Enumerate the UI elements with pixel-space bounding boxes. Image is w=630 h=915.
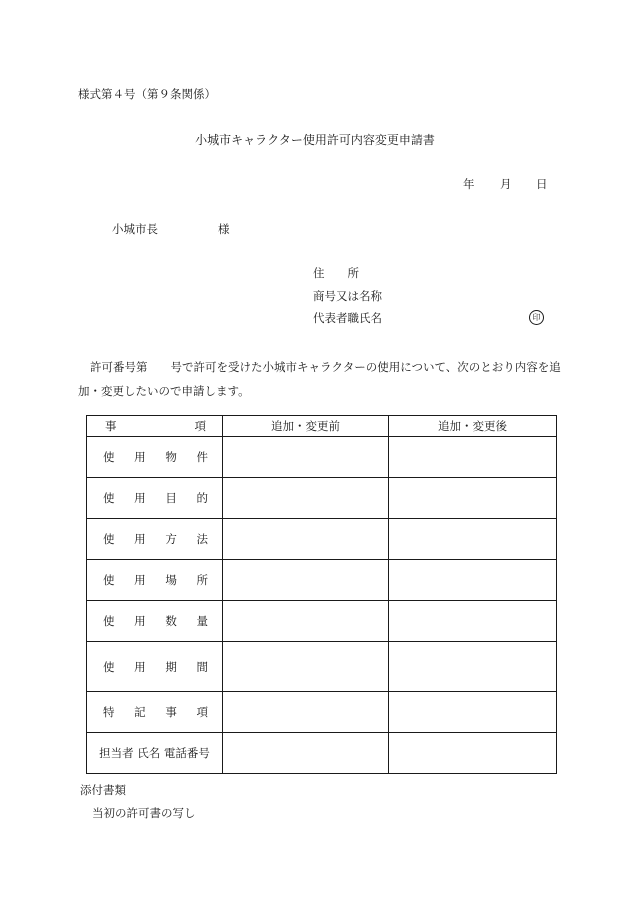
table-row (87, 437, 557, 478)
row-char: 用 (134, 450, 146, 464)
before-cell[interactable] (223, 478, 389, 519)
row-char: 目 (165, 491, 177, 505)
row-label-contact: 担当者 氏名 電話番号 (87, 733, 223, 774)
after-cell[interactable] (389, 733, 557, 774)
row-char: 特 (103, 705, 115, 719)
row-label-special-notes (87, 692, 223, 733)
row-char: 的 (196, 491, 208, 505)
row-char: 用 (134, 491, 146, 505)
seal-mark: 印 (529, 310, 544, 325)
table-row (87, 478, 557, 519)
row-label-usage-item (87, 437, 223, 478)
addressee-honorific: 様 (218, 222, 230, 236)
table-row (87, 692, 557, 733)
before-cell[interactable] (223, 519, 389, 560)
row-label-usage-place (87, 560, 223, 601)
row-char: 使 (103, 450, 115, 464)
table-row (87, 733, 557, 774)
row-char: 件 (196, 450, 208, 464)
row-char: 使 (103, 532, 115, 546)
row-char: 場 (165, 573, 177, 587)
before-cell[interactable] (223, 601, 389, 642)
row-char: 項 (196, 705, 208, 719)
table-row (87, 519, 557, 560)
header-item-char-2: 項 (194, 419, 206, 433)
change-request-table (86, 415, 557, 774)
row-char: 使 (103, 573, 115, 587)
table-row (87, 642, 557, 692)
table-row (87, 601, 557, 642)
after-cell[interactable] (389, 692, 557, 733)
row-char: 事 (165, 705, 177, 719)
row-label-usage-period (87, 642, 223, 692)
representative-label: 代表者職氏名 (313, 311, 382, 325)
after-cell[interactable] (389, 519, 557, 560)
row-char: 物 (165, 450, 177, 464)
attachments-title: 添付書類 (80, 783, 126, 797)
row-char: 所 (196, 573, 208, 587)
table-header-row (87, 416, 557, 437)
row-label-usage-method (87, 519, 223, 560)
row-char: 数 (165, 614, 177, 628)
row-label-usage-purpose (87, 478, 223, 519)
before-cell[interactable] (223, 437, 389, 478)
after-cell[interactable] (389, 437, 557, 478)
row-char: 用 (134, 614, 146, 628)
header-item-char-1: 事 (105, 419, 117, 433)
row-char: 用 (134, 573, 146, 587)
addressee (112, 221, 230, 237)
row-char: 期 (165, 659, 177, 674)
application-statement: 許可番号第 号で許可を受けた小城市キャラクターの使用について、次のとおり内容を追加・変更したいので申請します。 (78, 360, 561, 398)
trade-name-label: 商号又は名称 (313, 289, 382, 303)
row-char: 使 (103, 491, 115, 505)
date-month-label: 月 (500, 177, 512, 191)
before-cell[interactable] (223, 692, 389, 733)
addressee-name: 小城市長 (112, 222, 158, 236)
after-cell[interactable] (389, 642, 557, 692)
table-row (87, 560, 557, 601)
row-char: 用 (134, 532, 146, 546)
date-day-label: 日 (536, 177, 548, 191)
header-item (87, 416, 223, 437)
before-cell[interactable] (223, 642, 389, 692)
row-label-usage-quantity (87, 601, 223, 642)
row-char: 用 (134, 659, 146, 674)
document-title: 小城市キャラクター使用許可内容変更申請書 (195, 133, 435, 147)
after-cell[interactable] (389, 478, 557, 519)
row-char: 法 (196, 532, 208, 546)
before-cell[interactable] (223, 560, 389, 601)
date-year-label: 年 (463, 177, 475, 191)
before-cell[interactable] (223, 733, 389, 774)
row-char: 記 (134, 705, 146, 719)
after-cell[interactable] (389, 601, 557, 642)
form-number: 様式第４号（第９条関係） (78, 87, 216, 101)
row-char: 使 (103, 659, 115, 674)
row-char: 量 (196, 614, 208, 628)
header-after: 追加・変更後 (389, 416, 557, 437)
row-char: 使 (103, 614, 115, 628)
header-before: 追加・変更前 (223, 416, 389, 437)
after-cell[interactable] (389, 560, 557, 601)
attachment-item: 当初の許可書の写し (92, 806, 196, 820)
row-char: 方 (165, 532, 177, 546)
row-char: 間 (196, 659, 208, 674)
address-label: 住 所 (313, 266, 359, 280)
